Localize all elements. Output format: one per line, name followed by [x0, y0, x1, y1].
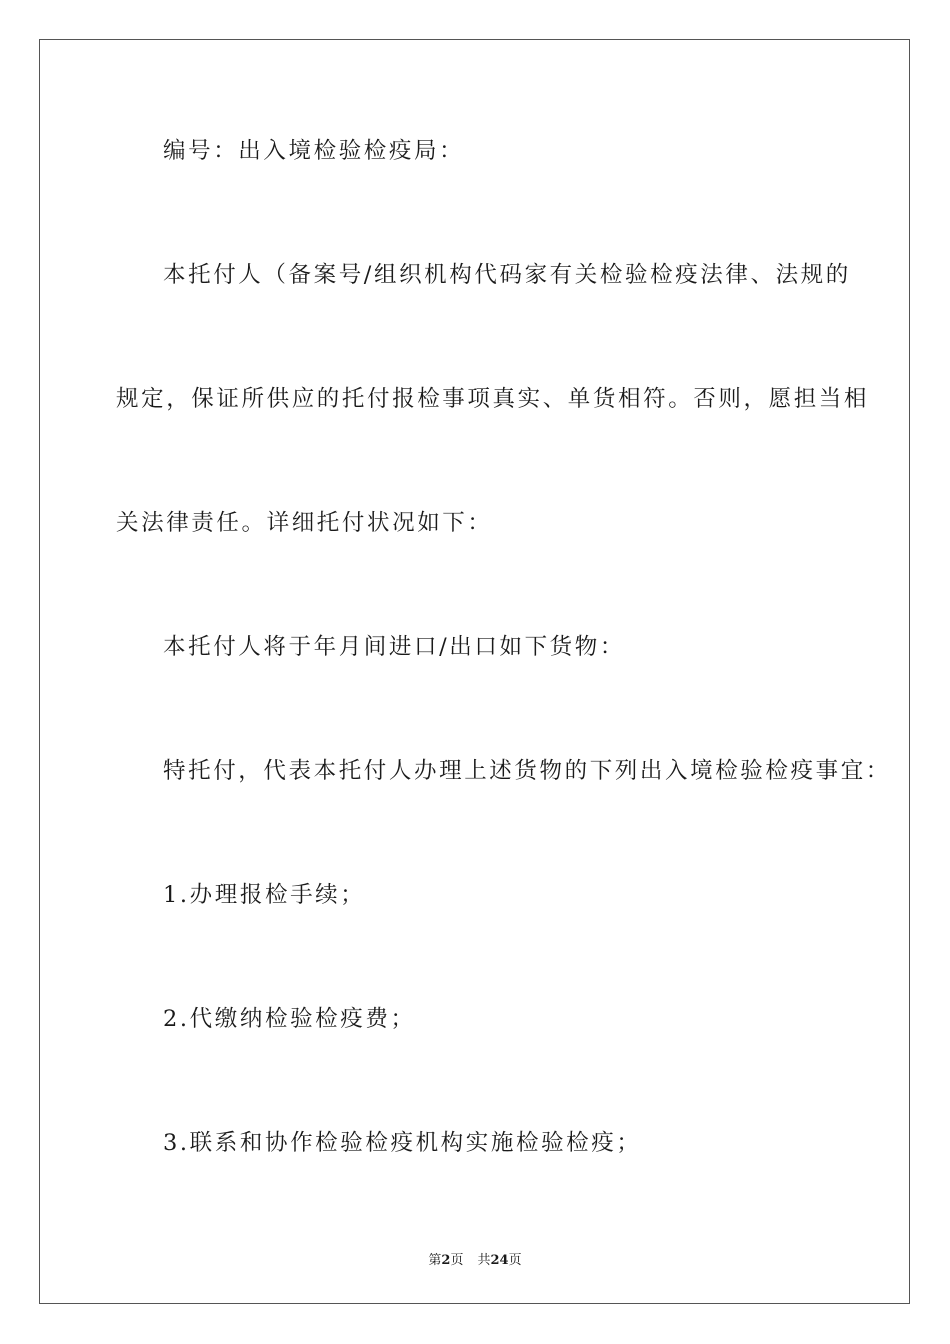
- page-footer: [0, 1249, 950, 1268]
- page-number: 2: [441, 1253, 451, 1268]
- paragraph-line-3: 关法律责任。详细托付状况如下：: [116, 510, 493, 536]
- total-pages: 24: [490, 1253, 509, 1268]
- list-item-3: 3.联系和协作检验检疫机构实施检验检疫；: [163, 1130, 642, 1156]
- page-border: [39, 39, 910, 1304]
- paragraph-line-2: 规定，保证所供应的托付报检事项真实、单货相符。否则，愿担当相: [116, 386, 870, 412]
- page-suffix: 页: [450, 1253, 464, 1268]
- paragraph-line-1: 本托付人（备案号/组织机构代码家有关检验检疫法律、法规的: [163, 262, 851, 288]
- paragraph-import-export: 本托付人将于年月间进口/出口如下货物：: [163, 634, 625, 660]
- total-suffix: 页: [508, 1253, 522, 1268]
- line-heading: 编号：出入境检验检疫局：: [163, 138, 465, 164]
- page-prefix: 第: [428, 1253, 442, 1268]
- list-item-1: 1.办理报检手续；: [163, 882, 366, 908]
- total-prefix: 共: [477, 1253, 491, 1268]
- list-item-2: 2.代缴纳检验检疫费；: [163, 1006, 416, 1032]
- paragraph-entrust: 特托付，代表本托付人办理上述货物的下列出入境检验检疫事宜：: [163, 758, 891, 784]
